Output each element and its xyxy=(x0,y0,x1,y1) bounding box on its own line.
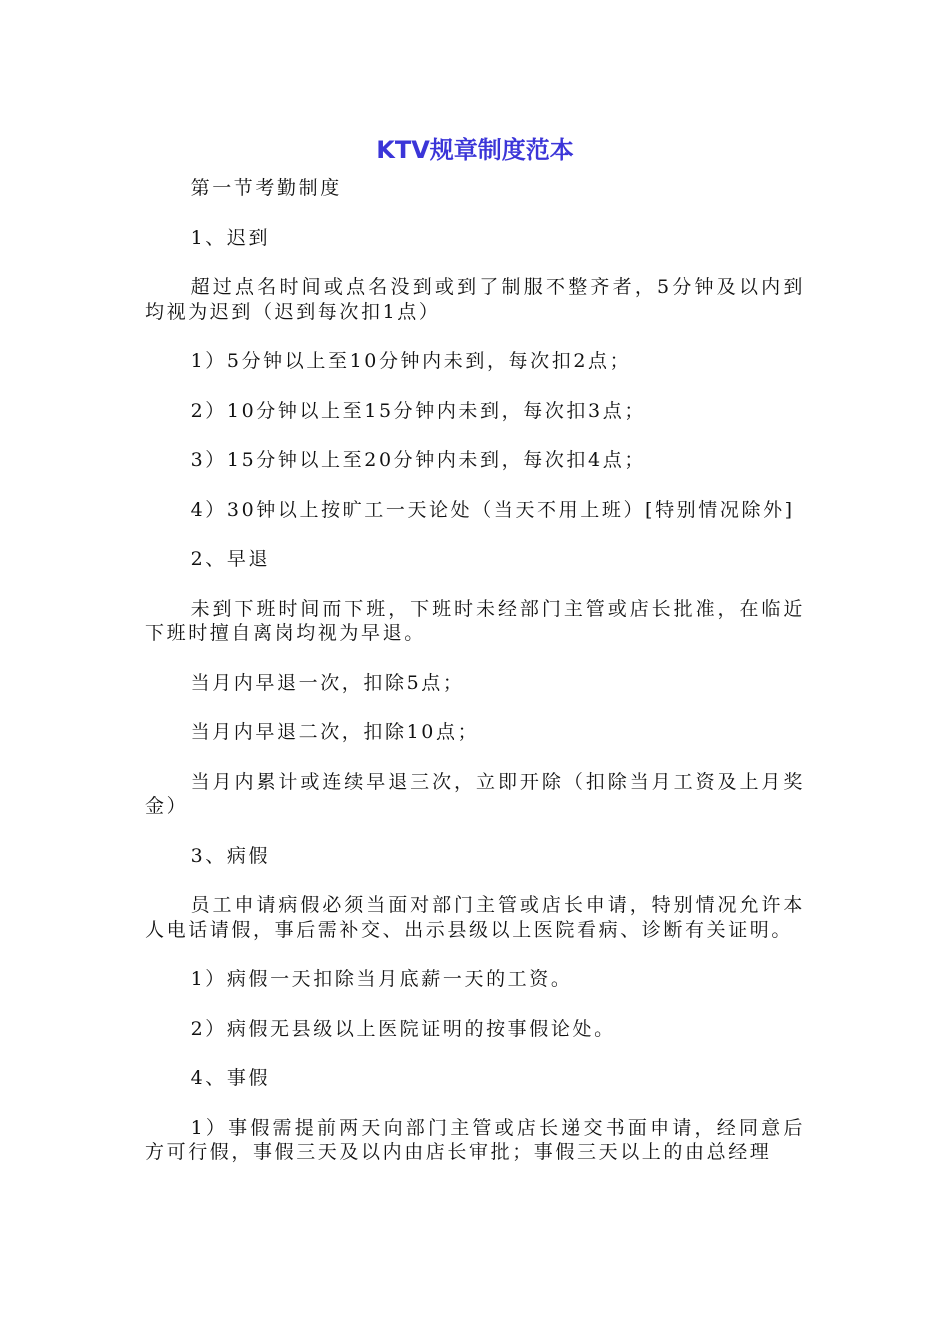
document-title: KTV规章制度范本 xyxy=(376,136,574,164)
body-paragraph: 未到下班时间而下班，下班时未经部门主管或店长批准，在临近下班时擅自离岗均视为早退。 xyxy=(145,597,805,644)
body-paragraph: 超过点名时间或点名没到或到了制服不整齐者，5分钟及以内到均视为迟到（迟到每次扣1点） xyxy=(145,276,805,323)
document-body xyxy=(145,176,805,1190)
body-paragraph: 当月内早退二次，扣除10点； xyxy=(190,721,480,743)
subsection-heading: 1、迟到 xyxy=(190,226,271,249)
list-item: 1）事假需提前两天向部门主管或店长递交书面申请，经同意后方可行假，事假三天及以内由店长审批；事假三天以上的由总经理 xyxy=(145,1116,805,1163)
list-item: 4）30钟以上按旷工一天论处（当天不用上班）[特别情况除外] xyxy=(190,498,795,521)
list-item: 2）10分钟以上至15分钟内未到，每次扣3点； xyxy=(190,399,646,422)
list-item: 1）5分钟以上至10分钟内未到，每次扣2点； xyxy=(190,350,632,372)
body-paragraph: 当月内早退一次，扣除5点； xyxy=(190,671,465,694)
list-item: 2）病假无县级以上医院证明的按事假论处。 xyxy=(190,1017,616,1040)
body-paragraph: 当月内累计或连续早退三次，立即开除（扣除当月工资及上月奖金） xyxy=(145,770,805,817)
subsection-heading: 3、病假 xyxy=(190,844,271,867)
section-heading: 第一节考勤制度 xyxy=(190,177,342,199)
subsection-heading: 4、事假 xyxy=(190,1067,271,1089)
body-paragraph: 员工申请病假必须当面对部门主管或店长申请，特别情况允许本人电话请假，事后需补交、出示县级以上医院看病、诊断有关证明。 xyxy=(145,894,805,941)
subsection-heading: 2、早退 xyxy=(190,548,271,570)
list-item: 1）病假一天扣除当月底薪一天的工资。 xyxy=(190,968,573,990)
list-item: 3）15分钟以上至20分钟内未到，每次扣4点； xyxy=(190,449,646,471)
